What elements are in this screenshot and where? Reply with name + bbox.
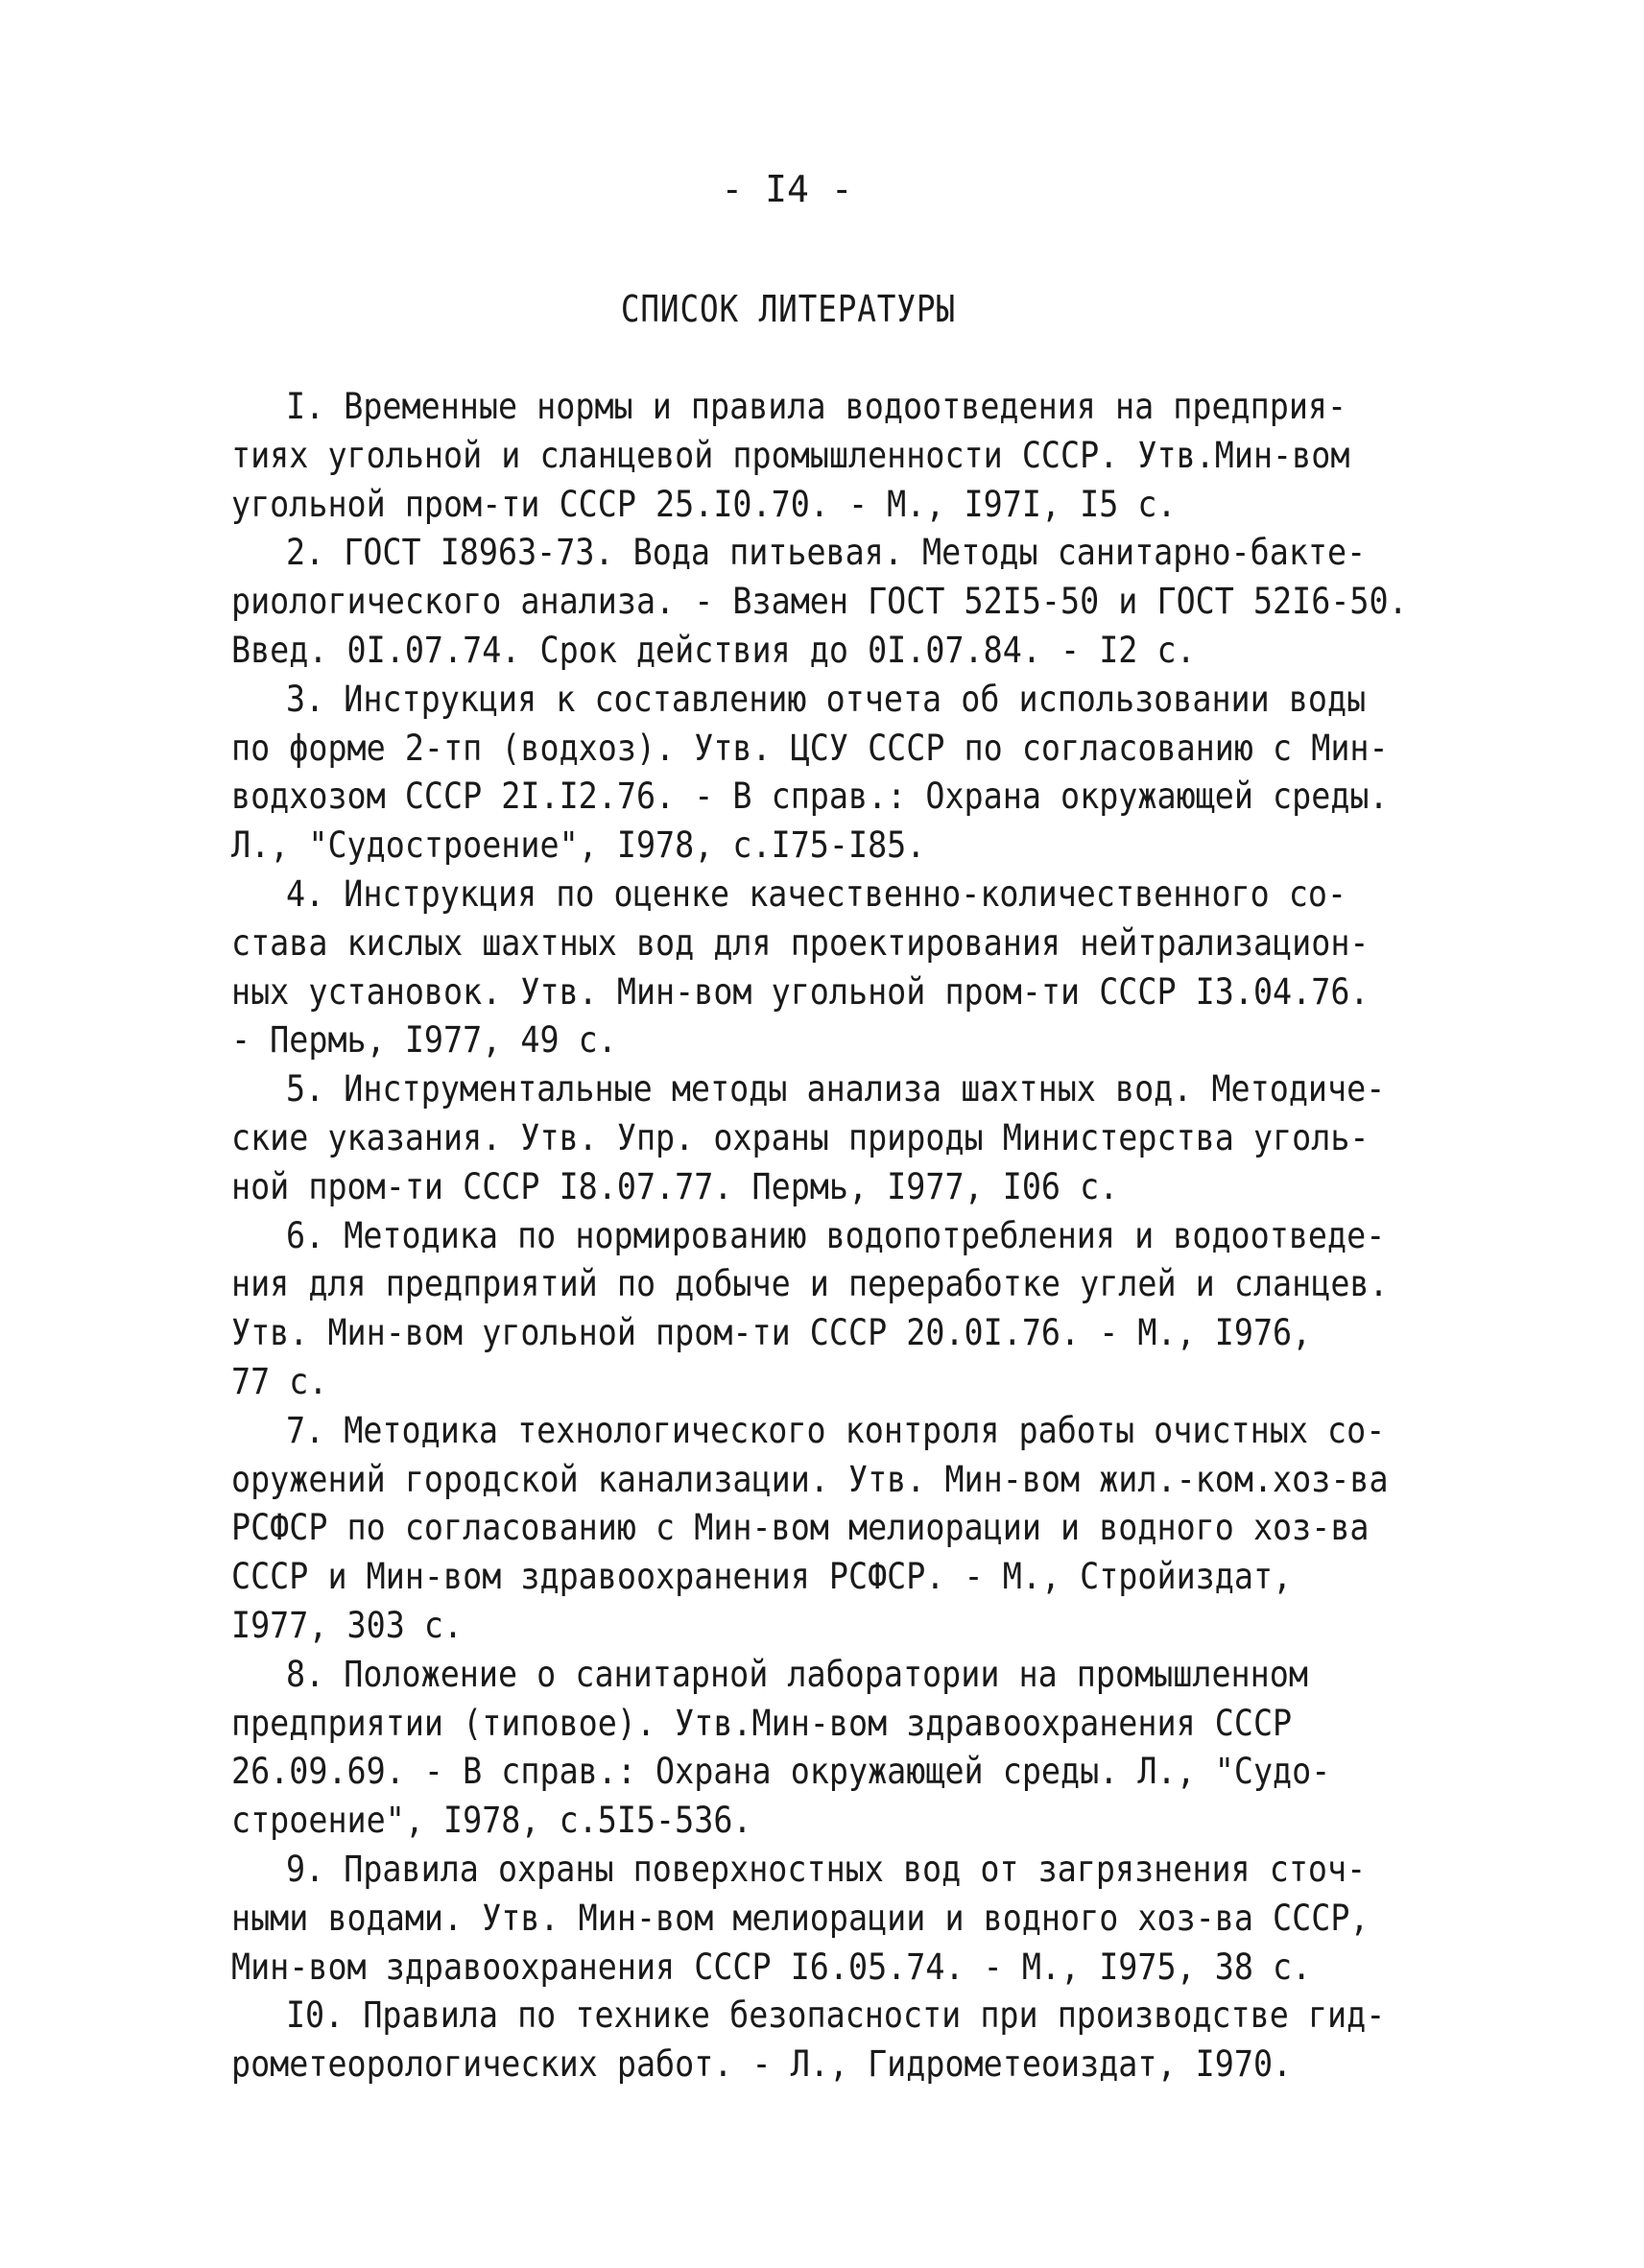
page-title: СПИСОК ЛИТЕРАТУРЫ bbox=[620, 288, 956, 330]
reference-line: I0. Правила по технике безопасности при производстве гид- bbox=[285, 1993, 1386, 2037]
reference-item bbox=[231, 1650, 1479, 1845]
reference-line: ной пром-ти СССР I8.07.77. Пермь, I977, I06 с. bbox=[231, 1164, 1119, 1207]
reference-line: ские указания. Утв. Упр. охраны природы Министерства уголь- bbox=[231, 1115, 1370, 1158]
reference-line: ных установок. Утв. Мин-вом угольной пром-ти СССР I3.04.76. bbox=[231, 969, 1370, 1013]
reference-line: по форме 2-тп (водхоз). Утв. ЦСУ СССР по согласованию с Мин- bbox=[231, 726, 1389, 769]
reference-line: РСФСР по согласованию с Мин-вом мелиорации и водного хоз-ва bbox=[231, 1506, 1370, 1549]
reference-line: 9. Правила охраны поверхностных вод от загрязнения сточ- bbox=[285, 1847, 1367, 1890]
reference-item bbox=[231, 1406, 1479, 1650]
reference-line: риологического анализа. - Взамен ГОСТ 52I5-50 и ГОСТ 52I6-50. bbox=[231, 580, 1408, 623]
reference-item bbox=[231, 1991, 1479, 2089]
reference-line: 26.09.69. - В справ.: Охрана окружающей среды. Л., "Судо- bbox=[231, 1750, 1331, 1793]
reference-item bbox=[231, 1211, 1479, 1406]
reference-list bbox=[231, 382, 1479, 2089]
page-number: - I4 - bbox=[721, 168, 853, 210]
reference-line: Введ. 0I.07.74. Срок действия до 0I.07.84. - I2 с. bbox=[231, 628, 1196, 671]
reference-item bbox=[231, 1064, 1479, 1210]
reference-line: 6. Методика по нормированию водопотребления и водоотведе- bbox=[285, 1213, 1386, 1256]
reference-item bbox=[231, 382, 1479, 528]
reference-item bbox=[231, 1845, 1479, 1991]
reference-line: Л., "Судостроение", I978, с.I75-I85. bbox=[231, 824, 926, 867]
reference-line: 2. ГОСТ I8963-73. Вода питьевая. Методы санитарно-бакте- bbox=[285, 531, 1367, 574]
reference-line: строение", I978, с.5I5-536. bbox=[231, 1799, 752, 1842]
reference-line: Утв. Мин-вом угольной пром-ти СССР 20.0I.76. - М., I976, bbox=[231, 1311, 1312, 1354]
reference-item bbox=[231, 870, 1479, 1064]
reference-line: водхозом СССР 2I.I2.76. - В справ.: Охрана окружающей среды. bbox=[231, 775, 1389, 818]
reference-line: ния для предприятий по добыче и переработке углей и сланцев. bbox=[231, 1262, 1389, 1305]
reference-item bbox=[231, 528, 1479, 674]
reference-line: СССР и Мин-вом здравоохранения РСФСР. - М., Стройиздат, bbox=[231, 1555, 1293, 1598]
reference-line: 8. Положение о санитарной лаборатории на промышленном bbox=[285, 1652, 1308, 1695]
reference-line: 3. Инструкция к составлению отчета об использовании воды bbox=[285, 677, 1367, 720]
reference-line: 7. Методика технологического контроля работы очистных со- bbox=[285, 1408, 1386, 1451]
reference-line: Мин-вом здравоохранения СССР I6.05.74. - М., I975, 38 с. bbox=[231, 1945, 1312, 1988]
reference-line: оружений городской канализации. Утв. Мин-вом жил.-ком.хоз-ва bbox=[231, 1457, 1389, 1500]
reference-line: става кислых шахтных вод для проектирования нейтрализацион- bbox=[231, 920, 1370, 964]
reference-line: предприятии (типовое). Утв.Мин-вом здравоохранения СССР bbox=[231, 1701, 1293, 1744]
reference-line: 77 с. bbox=[231, 1359, 328, 1402]
reference-line: угольной пром-ти СССР 25.I0.70. - М., I97I, I5 с. bbox=[231, 482, 1177, 525]
reference-line: ными водами. Утв. Мин-вом мелиорации и водного хоз-ва СССР, bbox=[231, 1896, 1370, 1939]
reference-line: I977, 303 с. bbox=[231, 1603, 464, 1646]
reference-line: 4. Инструкция по оценке качественно-количественного со- bbox=[285, 871, 1347, 915]
reference-line: - Пермь, I977, 49 с. bbox=[231, 1018, 617, 1062]
reference-line: 5. Инструментальные методы анализа шахтных вод. Методиче- bbox=[285, 1067, 1386, 1110]
reference-line: рометеорологических работ. - Л., Гидрометеоиздат, I970. bbox=[231, 2042, 1293, 2086]
reference-line: I. Временные нормы и правила водоотведения на предприя- bbox=[285, 385, 1347, 427]
reference-item bbox=[231, 675, 1479, 870]
reference-line: тиях угольной и сланцевой промышленности СССР. Утв.Мин-вом bbox=[231, 433, 1350, 476]
